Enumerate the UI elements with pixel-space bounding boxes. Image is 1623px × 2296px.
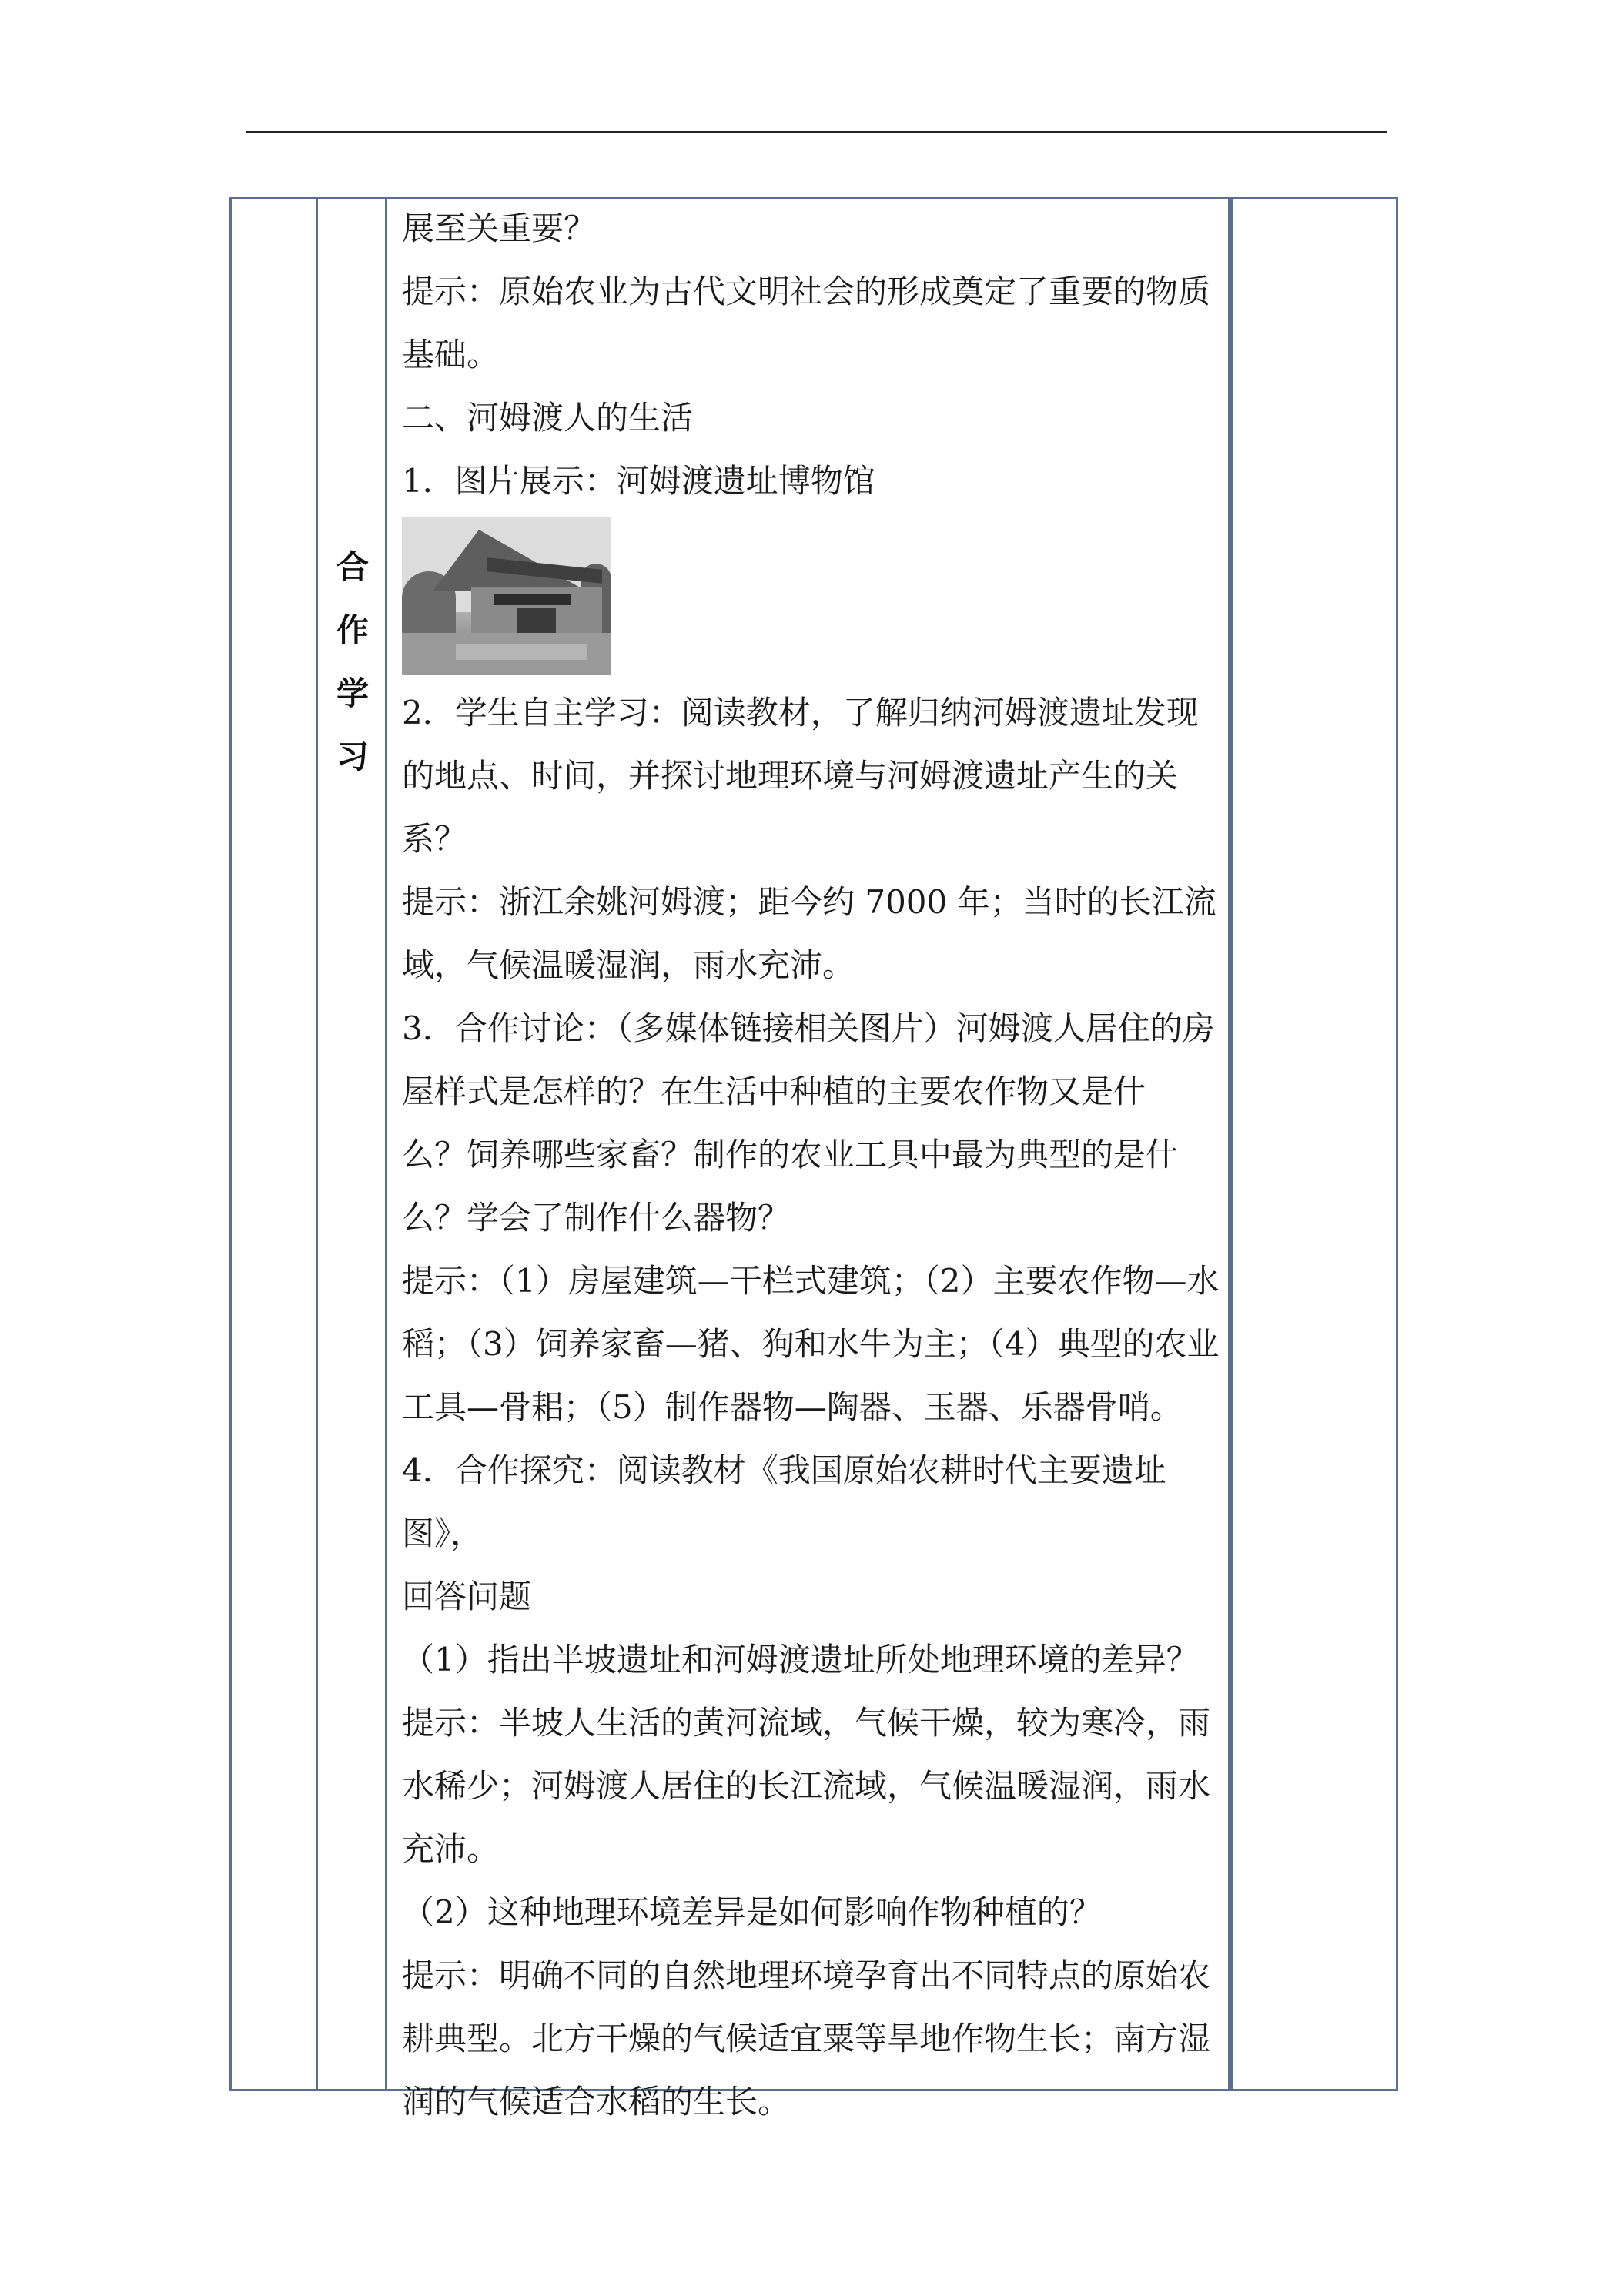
header-rule [246,131,1387,133]
table-column-notes [1230,197,1398,2091]
content-line: （2）这种地理环境差异是如何影响作物种植的？ [402,1893,1102,1931]
content-line: 提示：原始农业为古代文明社会的形成奠定了重要的物质 [402,273,1211,310]
content-line: 提示：半坡人生活的黄河流域，气候干燥，较为寒冷，雨 [402,1704,1211,1742]
content-line: 提示：（1）房屋建筑—干栏式建筑；（2）主要农作物—水 [402,1262,1220,1300]
content-line: 提示：浙江余姚河姆渡；距今约 7000 年；当时的长江流 [402,883,1216,921]
section-label [318,536,387,788]
content-line: 基础。 [402,336,500,373]
content-line: 展至关重要？ [402,209,597,247]
lesson-table [229,197,1398,2120]
content-line: 充沛。 [402,1830,500,1868]
section-label-char: 习 [336,738,369,775]
content-line: 3．合作讨论：（多媒体链接相关图片）河姆渡人居住的房 [402,1009,1215,1047]
content-line: 耕典型。北方干燥的气候适宜粟等旱地作物生长；南方湿 [402,2020,1211,2057]
table-column-section [318,197,387,2091]
content-line: 么？饲养哪些家畜？制作的农业工具中最为典型的是什 [402,1136,1179,1173]
section-label-char: 作 [336,611,369,649]
content-line: 二、河姆渡人的生活 [402,399,694,437]
content-line: 么？学会了制作什么器物？ [402,1199,791,1237]
table-column-stage [229,197,318,2091]
section-label-char: 合 [336,548,369,586]
content-line: 4．合作探究：阅读教材《我国原始农耕时代主要遗址图》， [402,1451,1166,1552]
content-line: 域，气候温暖湿润，雨水充沛。 [402,946,855,984]
content-line: 润的气候适合水稻的生长。 [402,2083,791,2120]
content-line: 的地点、时间，并探讨地理环境与河姆渡遗址产生的关 [402,757,1179,795]
content-line: 提示：明确不同的自然地理环境孕育出不同特点的原始农 [402,1956,1211,1994]
museum-photo [402,517,611,675]
content-line: 2．学生自主学习：阅读教材，了解归纳河姆渡遗址发现 [402,694,1199,731]
content-cell [402,197,1226,2134]
content-line: 稻；（3）饲养家畜—猪、狗和水牛为主；（4）典型的农业 [402,1325,1220,1363]
content-line: （1）指出半坡遗址和河姆渡遗址所处地理环境的差异？ [402,1641,1199,1678]
content-line: 1．图片展示：河姆渡遗址博物馆 [402,462,875,500]
content-line: 水稀少；河姆渡人居住的长江流域，气候温暖湿润，雨水 [402,1767,1211,1805]
content-line: 回答问题 [402,1578,532,1615]
section-label-char: 学 [336,674,369,712]
content-line: 系？ [402,820,467,858]
content-line: 屋样式是怎样的？在生活中种植的主要农作物又是什 [402,1073,1146,1110]
content-line: 工具—骨耜；（5）制作器物—陶器、玉器、乐器骨哨。 [402,1388,1183,1426]
